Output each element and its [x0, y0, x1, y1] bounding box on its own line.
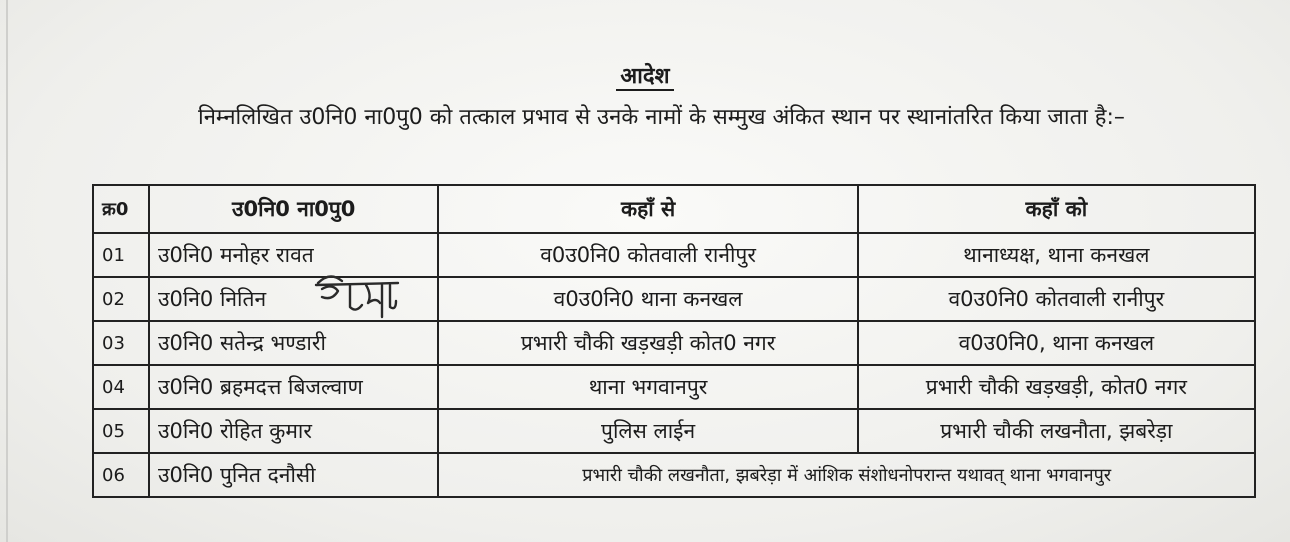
transfer-table: [92, 184, 1256, 498]
row-officer-name: उ0नि0 पुनित दनौसी: [149, 453, 439, 497]
row-serial: 06: [93, 453, 149, 497]
row-serial: 05: [93, 409, 149, 453]
row-from: प्रभारी चौकी खड़खड़ी कोत0 नगर: [438, 321, 857, 365]
order-intro-text: निम्नलिखित उ0नि0 ना0पु0 को तत्काल प्रभाव से उनके नामों के सम्मुख अंकित स्थान पर स्थानांतरित किया जाता है:–: [198, 105, 1125, 130]
row-officer-name: उ0नि0 ब्रहमदत्त बिजल्वाण: [149, 365, 439, 409]
row-from: थाना भगवानपुर: [438, 365, 857, 409]
table-row: [93, 453, 1255, 497]
row-officer-name: उ0नि0 रोहित कुमार: [149, 409, 439, 453]
row-to: प्रभारी चौकी लखनौता, झबरेड़ा: [858, 409, 1255, 453]
table-row: [93, 321, 1255, 365]
row-serial: 02: [93, 277, 149, 321]
row-to: थानाध्यक्ष, थाना कनखल: [858, 233, 1255, 277]
row-serial: 04: [93, 365, 149, 409]
row-merged-remark: प्रभारी चौकी लखनौता, झबरेड़ा में आंशिक संशोधनोपरान्त यथावत् थाना भगवानपुर: [438, 453, 1255, 497]
row-to: व0उ0नि0, थाना कनखल: [858, 321, 1255, 365]
row-from: व0उ0नि0 कोतवाली रानीपुर: [438, 233, 857, 277]
table-row: [93, 277, 1255, 321]
table-row: [93, 365, 1255, 409]
row-to: व0उ0नि0 कोतवाली रानीपुर: [858, 277, 1255, 321]
order-heading: [0, 60, 1290, 90]
table-header-row: [93, 185, 1255, 233]
row-officer-name: उ0नि0 नितिन: [149, 277, 439, 321]
header-officer-name: उ0नि0 ना0पु0: [149, 185, 439, 233]
table-row: [93, 409, 1255, 453]
header-from: कहाँ से: [438, 185, 857, 233]
handwritten-surname-signature: [312, 267, 400, 319]
row-from: व0उ0नि0 थाना कनखल: [438, 277, 857, 321]
row-officer-name: उ0नि0 मनोहर रावत: [149, 233, 439, 277]
order-heading-text: आदेश: [616, 64, 673, 91]
header-serial: क्र0: [93, 185, 149, 233]
row-serial: 01: [93, 233, 149, 277]
row-from: पुलिस लाईन: [438, 409, 857, 453]
row-serial: 03: [93, 321, 149, 365]
row-officer-name: उ0नि0 सतेन्द्र भण्डारी: [149, 321, 439, 365]
table-row: [93, 233, 1255, 277]
header-to: कहाँ को: [858, 185, 1255, 233]
row-to: प्रभारी चौकी खड़खड़ी, कोत0 नगर: [858, 365, 1255, 409]
